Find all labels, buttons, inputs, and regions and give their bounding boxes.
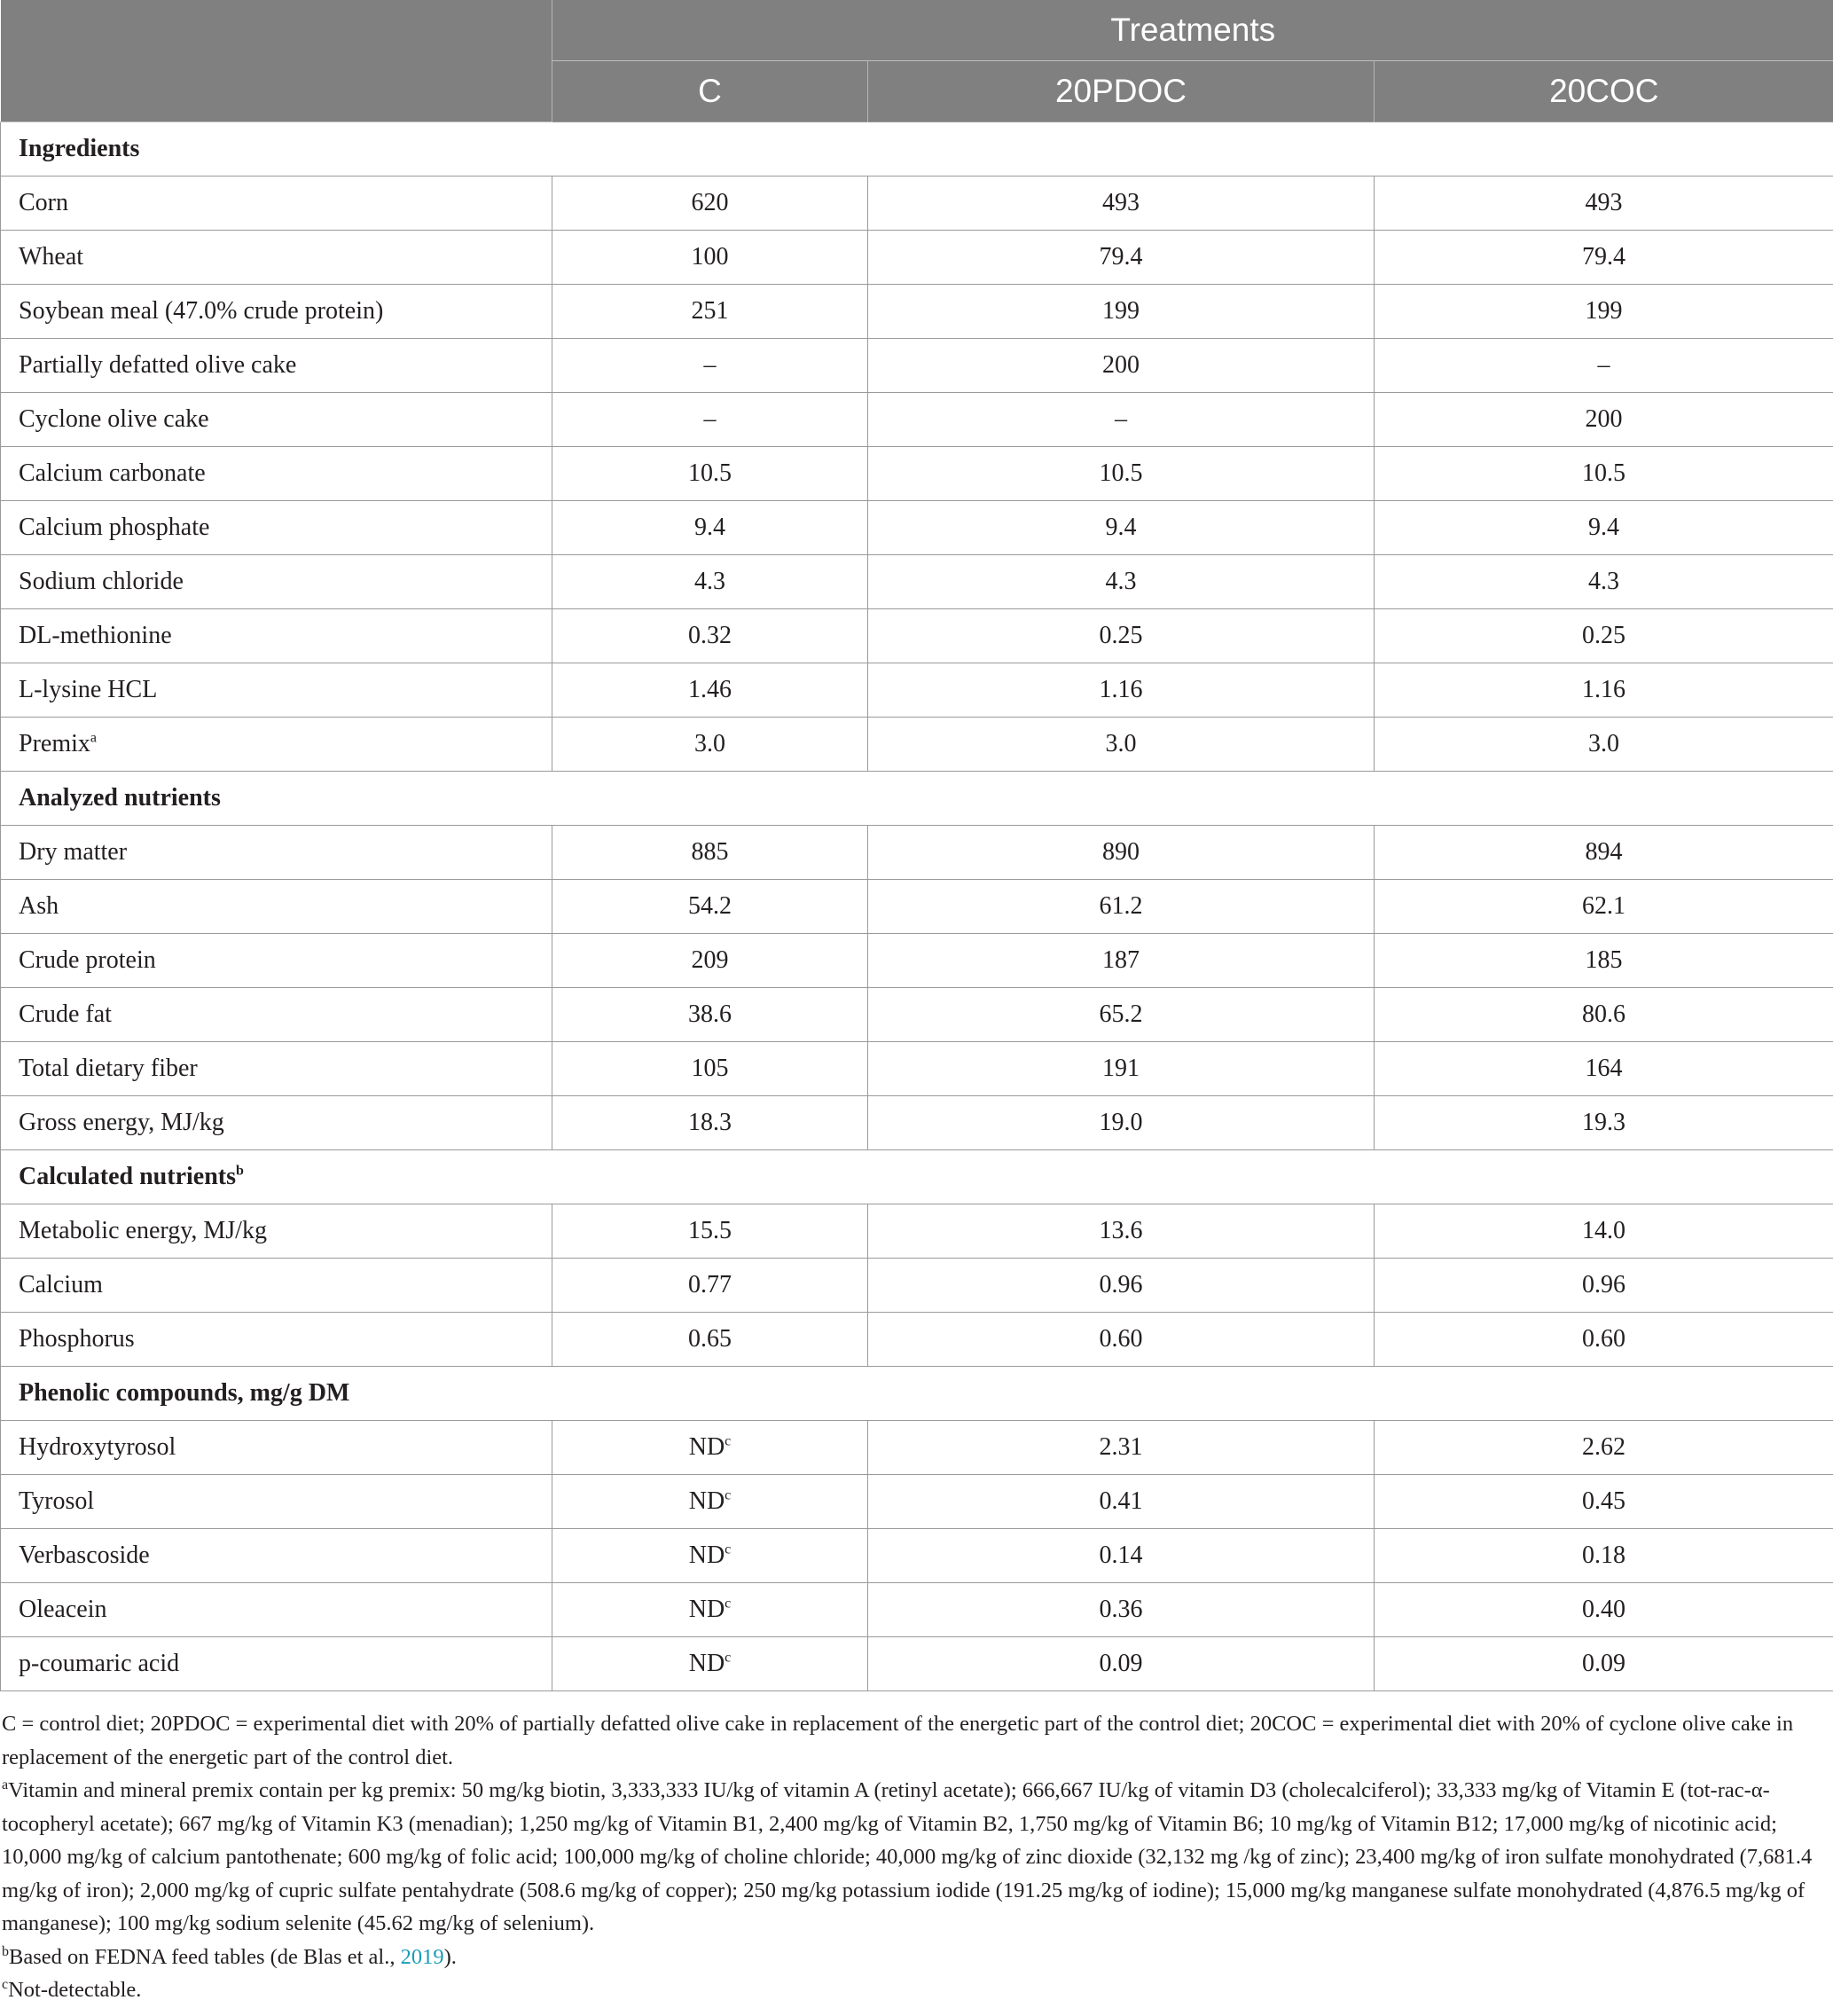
cell-value: 164 bbox=[1585, 1055, 1623, 1082]
footnote-c bbox=[2, 1973, 1820, 2007]
table-row bbox=[1, 1313, 1833, 1367]
table-cell bbox=[868, 988, 1375, 1042]
cell-value: 3.0 bbox=[694, 730, 725, 757]
section-title bbox=[1, 772, 1833, 826]
reference-link-2019[interactable]: 2019 bbox=[400, 1944, 444, 1969]
cell-value: 0.45 bbox=[1582, 1487, 1625, 1515]
table-row bbox=[1, 1096, 1833, 1150]
cell-value: 0.96 bbox=[1099, 1271, 1143, 1298]
table-cell bbox=[1375, 339, 1833, 393]
table-row bbox=[1, 1421, 1833, 1475]
row-label bbox=[1, 826, 552, 880]
row-label-text: Dry matter bbox=[19, 838, 128, 866]
cell-value: – bbox=[1597, 351, 1610, 379]
table-row bbox=[1, 826, 1833, 880]
table-row bbox=[1, 1475, 1833, 1529]
cell-value: ND bbox=[688, 1487, 725, 1515]
table-cell bbox=[1375, 285, 1833, 339]
row-label bbox=[1, 880, 552, 934]
table-cell bbox=[1375, 231, 1833, 285]
table-cell bbox=[552, 988, 868, 1042]
table-row bbox=[1, 1583, 1833, 1637]
row-label-text: Corn bbox=[19, 189, 68, 216]
table-cell bbox=[1375, 1637, 1833, 1691]
row-label-text: Total dietary fiber bbox=[19, 1055, 198, 1082]
table-cell bbox=[1375, 1204, 1833, 1259]
cell-value: 10.5 bbox=[1582, 459, 1625, 487]
cell-value: 0.60 bbox=[1582, 1325, 1625, 1353]
table-cell bbox=[868, 609, 1375, 663]
cell-value: 2.62 bbox=[1582, 1433, 1625, 1461]
column-header-20pdoc: 20PDOC bbox=[868, 61, 1375, 122]
row-label-text: Sodium chloride bbox=[19, 568, 184, 595]
cell-value: 199 bbox=[1585, 297, 1623, 325]
table-cell bbox=[868, 555, 1375, 609]
cell-value: 0.41 bbox=[1099, 1487, 1143, 1515]
footnote-c-mark: c bbox=[2, 1976, 9, 1992]
table-row bbox=[1, 176, 1833, 231]
table-row bbox=[1, 339, 1833, 393]
table-cell bbox=[552, 176, 868, 231]
table-cell bbox=[552, 880, 868, 934]
table-cell bbox=[1375, 718, 1833, 772]
row-label bbox=[1, 1204, 552, 1259]
row-label bbox=[1, 1421, 552, 1475]
table-cell bbox=[552, 1204, 868, 1259]
cell-value: 54.2 bbox=[688, 892, 732, 920]
column-header-20coc: 20COC bbox=[1375, 61, 1833, 122]
cell-value: 191 bbox=[1102, 1055, 1140, 1082]
table-cell bbox=[868, 718, 1375, 772]
cell-value: 79.4 bbox=[1099, 243, 1143, 271]
table-row bbox=[1, 718, 1833, 772]
row-label bbox=[1, 609, 552, 663]
row-label bbox=[1, 231, 552, 285]
table-cell bbox=[868, 231, 1375, 285]
table-cell bbox=[868, 826, 1375, 880]
table-cell bbox=[552, 1637, 868, 1691]
cell-value: 0.25 bbox=[1582, 622, 1625, 649]
cell-footnote-mark: c bbox=[725, 1596, 732, 1612]
table-cell bbox=[1375, 1313, 1833, 1367]
cell-value: 0.32 bbox=[688, 622, 732, 649]
cell-value: – bbox=[1115, 405, 1127, 433]
header-blank-cell bbox=[1, 0, 552, 122]
table-header bbox=[1, 0, 1833, 122]
table-cell bbox=[868, 393, 1375, 447]
table-cell bbox=[552, 447, 868, 501]
table-cell bbox=[1375, 663, 1833, 718]
table-row bbox=[1, 1637, 1833, 1691]
cell-value: – bbox=[703, 405, 717, 433]
cell-value: – bbox=[703, 351, 717, 379]
cell-value: 19.3 bbox=[1582, 1109, 1625, 1136]
row-label bbox=[1, 555, 552, 609]
cell-value: 209 bbox=[691, 946, 729, 974]
table-cell bbox=[1375, 1421, 1833, 1475]
cell-value: ND bbox=[688, 1650, 725, 1677]
row-label-text: Ash bbox=[19, 892, 59, 920]
footnote-a bbox=[2, 1774, 1820, 1941]
row-label bbox=[1, 1637, 552, 1691]
section-title bbox=[1, 1367, 1833, 1421]
row-label bbox=[1, 176, 552, 231]
cell-value: 9.4 bbox=[694, 514, 725, 541]
row-label-text: Metabolic energy, MJ/kg bbox=[19, 1217, 267, 1244]
table-cell bbox=[552, 1042, 868, 1096]
footnote-abbreviations: C = control diet; 20PDOC = experimental diet with 20% of partially defatted olive cake in replacement of the energetic part of the control diet; 20COC = experimental diet with 20% of cyclone olive cake in replacement of the energetic part of the control diet. bbox=[2, 1712, 1794, 1769]
table-cell bbox=[868, 1529, 1375, 1583]
table-cell bbox=[868, 1421, 1375, 1475]
row-label bbox=[1, 339, 552, 393]
table-cell bbox=[1375, 176, 1833, 231]
table-cell bbox=[868, 501, 1375, 555]
column-header-c: C bbox=[552, 61, 868, 122]
row-label-text: Tyrosol bbox=[19, 1487, 95, 1515]
row-label-text: Crude fat bbox=[19, 1000, 112, 1028]
table-row bbox=[1, 555, 1833, 609]
cell-value: 18.3 bbox=[688, 1109, 732, 1136]
cell-value: 14.0 bbox=[1582, 1217, 1625, 1244]
table-cell bbox=[868, 934, 1375, 988]
table-row bbox=[1, 609, 1833, 663]
table-cell bbox=[1375, 1475, 1833, 1529]
section-title bbox=[1, 122, 1833, 176]
cell-value: 493 bbox=[1102, 189, 1140, 216]
row-label-text: Soybean meal (47.0% crude protein) bbox=[19, 297, 384, 325]
cell-value: 0.60 bbox=[1099, 1325, 1143, 1353]
cell-value: 620 bbox=[691, 189, 729, 216]
table-cell bbox=[868, 880, 1375, 934]
table-row bbox=[1, 1042, 1833, 1096]
section-title-footnote-mark: b bbox=[236, 1163, 244, 1179]
cell-value: 1.46 bbox=[688, 676, 732, 703]
cell-value: 1.16 bbox=[1099, 676, 1143, 703]
table-cell bbox=[552, 339, 868, 393]
table-row bbox=[1, 1259, 1833, 1313]
row-label-text: Calcium carbonate bbox=[19, 459, 206, 487]
cell-value: 65.2 bbox=[1099, 1000, 1143, 1028]
treatments-group-header: Treatments bbox=[552, 0, 1833, 61]
row-label-text: DL-methionine bbox=[19, 622, 172, 649]
row-label bbox=[1, 1259, 552, 1313]
table-row bbox=[1, 1529, 1833, 1583]
table-cell bbox=[868, 339, 1375, 393]
table-cell bbox=[552, 231, 868, 285]
table-cell bbox=[552, 1421, 868, 1475]
cell-value: 4.3 bbox=[1105, 568, 1137, 595]
row-label bbox=[1, 1042, 552, 1096]
section-title-text: Ingredients bbox=[19, 135, 140, 162]
cell-value: 2.31 bbox=[1099, 1433, 1143, 1461]
table-cell bbox=[1375, 555, 1833, 609]
row-label-text: Gross energy, MJ/kg bbox=[19, 1109, 224, 1136]
row-label bbox=[1, 718, 552, 772]
cell-value: 38.6 bbox=[688, 1000, 732, 1028]
cell-value: 185 bbox=[1585, 946, 1623, 974]
cell-value: 200 bbox=[1585, 405, 1623, 433]
section-row bbox=[1, 122, 1833, 176]
row-label bbox=[1, 447, 552, 501]
row-label bbox=[1, 285, 552, 339]
row-label bbox=[1, 1313, 552, 1367]
table-row bbox=[1, 231, 1833, 285]
row-label bbox=[1, 1096, 552, 1150]
table-cell bbox=[552, 1583, 868, 1637]
cell-value: 493 bbox=[1585, 189, 1623, 216]
table-cell bbox=[868, 1475, 1375, 1529]
section-title-text: Analyzed nutrients bbox=[19, 784, 221, 812]
cell-value: 885 bbox=[691, 838, 729, 866]
row-label-text: Premix bbox=[19, 730, 90, 757]
cell-footnote-mark: c bbox=[725, 1487, 732, 1503]
row-label bbox=[1, 1475, 552, 1529]
table-row bbox=[1, 501, 1833, 555]
cell-value: ND bbox=[688, 1433, 725, 1461]
cell-value: 0.40 bbox=[1582, 1596, 1625, 1623]
cell-value: 0.65 bbox=[688, 1325, 732, 1353]
table-cell bbox=[552, 609, 868, 663]
table-cell bbox=[868, 1204, 1375, 1259]
cell-value: 10.5 bbox=[688, 459, 732, 487]
table-row bbox=[1, 988, 1833, 1042]
row-label-text: p-coumaric acid bbox=[19, 1650, 180, 1677]
row-label-text: Cyclone olive cake bbox=[19, 405, 209, 433]
row-label-text: Calcium bbox=[19, 1271, 103, 1298]
table-cell bbox=[1375, 934, 1833, 988]
row-label-text: L-lysine HCL bbox=[19, 676, 158, 703]
table-row bbox=[1, 285, 1833, 339]
cell-footnote-mark: c bbox=[725, 1433, 732, 1449]
row-label-text: Hydroxytyrosol bbox=[19, 1433, 176, 1461]
table-cell bbox=[868, 1583, 1375, 1637]
cell-value: 0.96 bbox=[1582, 1271, 1625, 1298]
table-cell bbox=[1375, 1259, 1833, 1313]
cell-value: 15.5 bbox=[688, 1217, 732, 1244]
row-label-text: Crude protein bbox=[19, 946, 156, 974]
table-cell bbox=[552, 663, 868, 718]
table-cell bbox=[1375, 1529, 1833, 1583]
row-label-text: Partially defatted olive cake bbox=[19, 351, 297, 379]
cell-value: 187 bbox=[1102, 946, 1140, 974]
section-row bbox=[1, 1367, 1833, 1421]
cell-value: 105 bbox=[691, 1055, 729, 1082]
table-cell bbox=[868, 663, 1375, 718]
table-cell bbox=[868, 1259, 1375, 1313]
table-cell bbox=[552, 934, 868, 988]
cell-value: 894 bbox=[1585, 838, 1623, 866]
table-cell bbox=[552, 826, 868, 880]
cell-value: 19.0 bbox=[1099, 1109, 1143, 1136]
row-label bbox=[1, 934, 552, 988]
table-row bbox=[1, 880, 1833, 934]
table-row bbox=[1, 1204, 1833, 1259]
cell-value: 200 bbox=[1102, 351, 1140, 379]
row-label bbox=[1, 393, 552, 447]
cell-value: 0.36 bbox=[1099, 1596, 1143, 1623]
table-cell bbox=[1375, 1042, 1833, 1096]
table-cell bbox=[552, 1259, 868, 1313]
section-row bbox=[1, 1150, 1833, 1204]
row-label-text: Oleacein bbox=[19, 1596, 107, 1623]
cell-footnote-mark: c bbox=[725, 1650, 732, 1666]
table-cell bbox=[552, 1529, 868, 1583]
footnote-a-text: Vitamin and mineral premix contain per kg premix: 50 mg/kg biotin, 3,333,333 IU/kg of vitamin A (retinyl acetate); 666,667 IU/kg of vitamin D3 (cholecalciferol); 33,333 mg/kg of Vitamin E (tot-rac-α-tocopheryl acetate); 667 mg/kg of Vitamin K3 (menadian); 1,250 mg/kg of Vitamin B1, 2,400 mg/kg of Vitamin B2, 1,750 mg/kg of Vitamin B6; 10 mg/kg of Vitamin B12; 17,000 mg/kg of nicotinic acid; 10,000 mg/kg of calcium pantothenate; 600 mg/kg of folic acid; 100,000 mg/kg of choline chloride; 40,000 mg/kg of zinc dioxide (32,132 mg /kg of zinc); 23,400 mg/kg of iron sulfate monohydrated (7,681.4 mg/kg of iron); 2,000 mg/kg of cupric sulfate pentahydrate (508.6 mg/kg of copper); 250 mg/kg potassium iodide (191.25 mg/kg of iodine); 15,000 mg/kg manganese sulfate monohydrated (4,876.5 mg/kg of manganese); 100 mg/kg sodium selenite (45.62 mg/kg of selenium). bbox=[2, 1778, 1813, 1935]
cell-value: 1.16 bbox=[1582, 676, 1625, 703]
cell-value: 0.25 bbox=[1099, 622, 1143, 649]
footnote-b-text-end: ). bbox=[443, 1944, 457, 1969]
cell-value: 0.18 bbox=[1582, 1541, 1625, 1569]
table-cell bbox=[552, 501, 868, 555]
table-row bbox=[1, 393, 1833, 447]
cell-value: 79.4 bbox=[1582, 243, 1625, 271]
table-cell bbox=[552, 1313, 868, 1367]
section-title bbox=[1, 1150, 1833, 1204]
cell-value: ND bbox=[688, 1541, 725, 1569]
table-cell bbox=[552, 1096, 868, 1150]
row-label bbox=[1, 1529, 552, 1583]
table-cell bbox=[552, 555, 868, 609]
cell-value: 10.5 bbox=[1099, 459, 1143, 487]
cell-value: 0.09 bbox=[1099, 1650, 1143, 1677]
table-cell bbox=[1375, 988, 1833, 1042]
table-row bbox=[1, 663, 1833, 718]
table-row bbox=[1, 447, 1833, 501]
section-title-text: Calculated nutrients bbox=[19, 1163, 236, 1190]
footnote-b bbox=[2, 1941, 1820, 1974]
table-cell bbox=[552, 285, 868, 339]
table-cell bbox=[868, 285, 1375, 339]
table-cell bbox=[1375, 447, 1833, 501]
cell-value: 100 bbox=[691, 243, 729, 271]
table-row bbox=[1, 934, 1833, 988]
cell-value: 9.4 bbox=[1588, 514, 1619, 541]
row-label bbox=[1, 501, 552, 555]
cell-value: 0.14 bbox=[1099, 1541, 1143, 1569]
table-cell bbox=[1375, 880, 1833, 934]
table-body bbox=[1, 122, 1833, 1691]
cell-value: 0.77 bbox=[688, 1271, 732, 1298]
table-cell bbox=[868, 1313, 1375, 1367]
cell-value: 199 bbox=[1102, 297, 1140, 325]
row-label-text: Phosphorus bbox=[19, 1325, 135, 1353]
table-cell bbox=[1375, 826, 1833, 880]
table-cell bbox=[1375, 501, 1833, 555]
table-cell bbox=[552, 718, 868, 772]
row-label bbox=[1, 663, 552, 718]
cell-value: 0.09 bbox=[1582, 1650, 1625, 1677]
cell-value: 13.6 bbox=[1099, 1217, 1143, 1244]
cell-value: 62.1 bbox=[1582, 892, 1625, 920]
table-cell bbox=[1375, 609, 1833, 663]
cell-value: 9.4 bbox=[1105, 514, 1137, 541]
table-cell bbox=[552, 1475, 868, 1529]
table-cell bbox=[1375, 1096, 1833, 1150]
table-cell bbox=[868, 176, 1375, 231]
table-cell bbox=[868, 1637, 1375, 1691]
cell-value: 4.3 bbox=[1588, 568, 1619, 595]
cell-value: 80.6 bbox=[1582, 1000, 1625, 1028]
cell-value: 3.0 bbox=[1105, 730, 1137, 757]
section-title-text: Phenolic compounds, mg/g DM bbox=[19, 1379, 350, 1407]
cell-value: 4.3 bbox=[694, 568, 725, 595]
table-cell bbox=[552, 393, 868, 447]
footnote-c-text: Not-detectable. bbox=[8, 1978, 142, 2002]
row-label-text: Verbascoside bbox=[19, 1541, 150, 1569]
footnote-b-text: Based on FEDNA feed tables (de Blas et al., bbox=[9, 1944, 401, 1969]
table-cell bbox=[868, 1096, 1375, 1150]
cell-value: ND bbox=[688, 1596, 725, 1623]
row-label-text: Wheat bbox=[19, 243, 84, 271]
cell-value: 61.2 bbox=[1099, 892, 1143, 920]
table-cell bbox=[1375, 393, 1833, 447]
cell-value: 251 bbox=[691, 297, 729, 325]
section-row bbox=[1, 772, 1833, 826]
footnote-a-mark: a bbox=[2, 1777, 9, 1792]
row-label-text: Calcium phosphate bbox=[19, 514, 210, 541]
cell-value: 890 bbox=[1102, 838, 1140, 866]
table-footnotes bbox=[2, 1707, 1820, 2007]
table-cell bbox=[868, 1042, 1375, 1096]
cell-value: 3.0 bbox=[1588, 730, 1619, 757]
cell-footnote-mark: c bbox=[725, 1541, 732, 1557]
footnote-b-mark: b bbox=[2, 1943, 9, 1959]
table-cell bbox=[868, 447, 1375, 501]
row-label bbox=[1, 988, 552, 1042]
table-cell bbox=[1375, 1583, 1833, 1637]
row-label-footnote-mark: a bbox=[90, 730, 97, 746]
row-label bbox=[1, 1583, 552, 1637]
